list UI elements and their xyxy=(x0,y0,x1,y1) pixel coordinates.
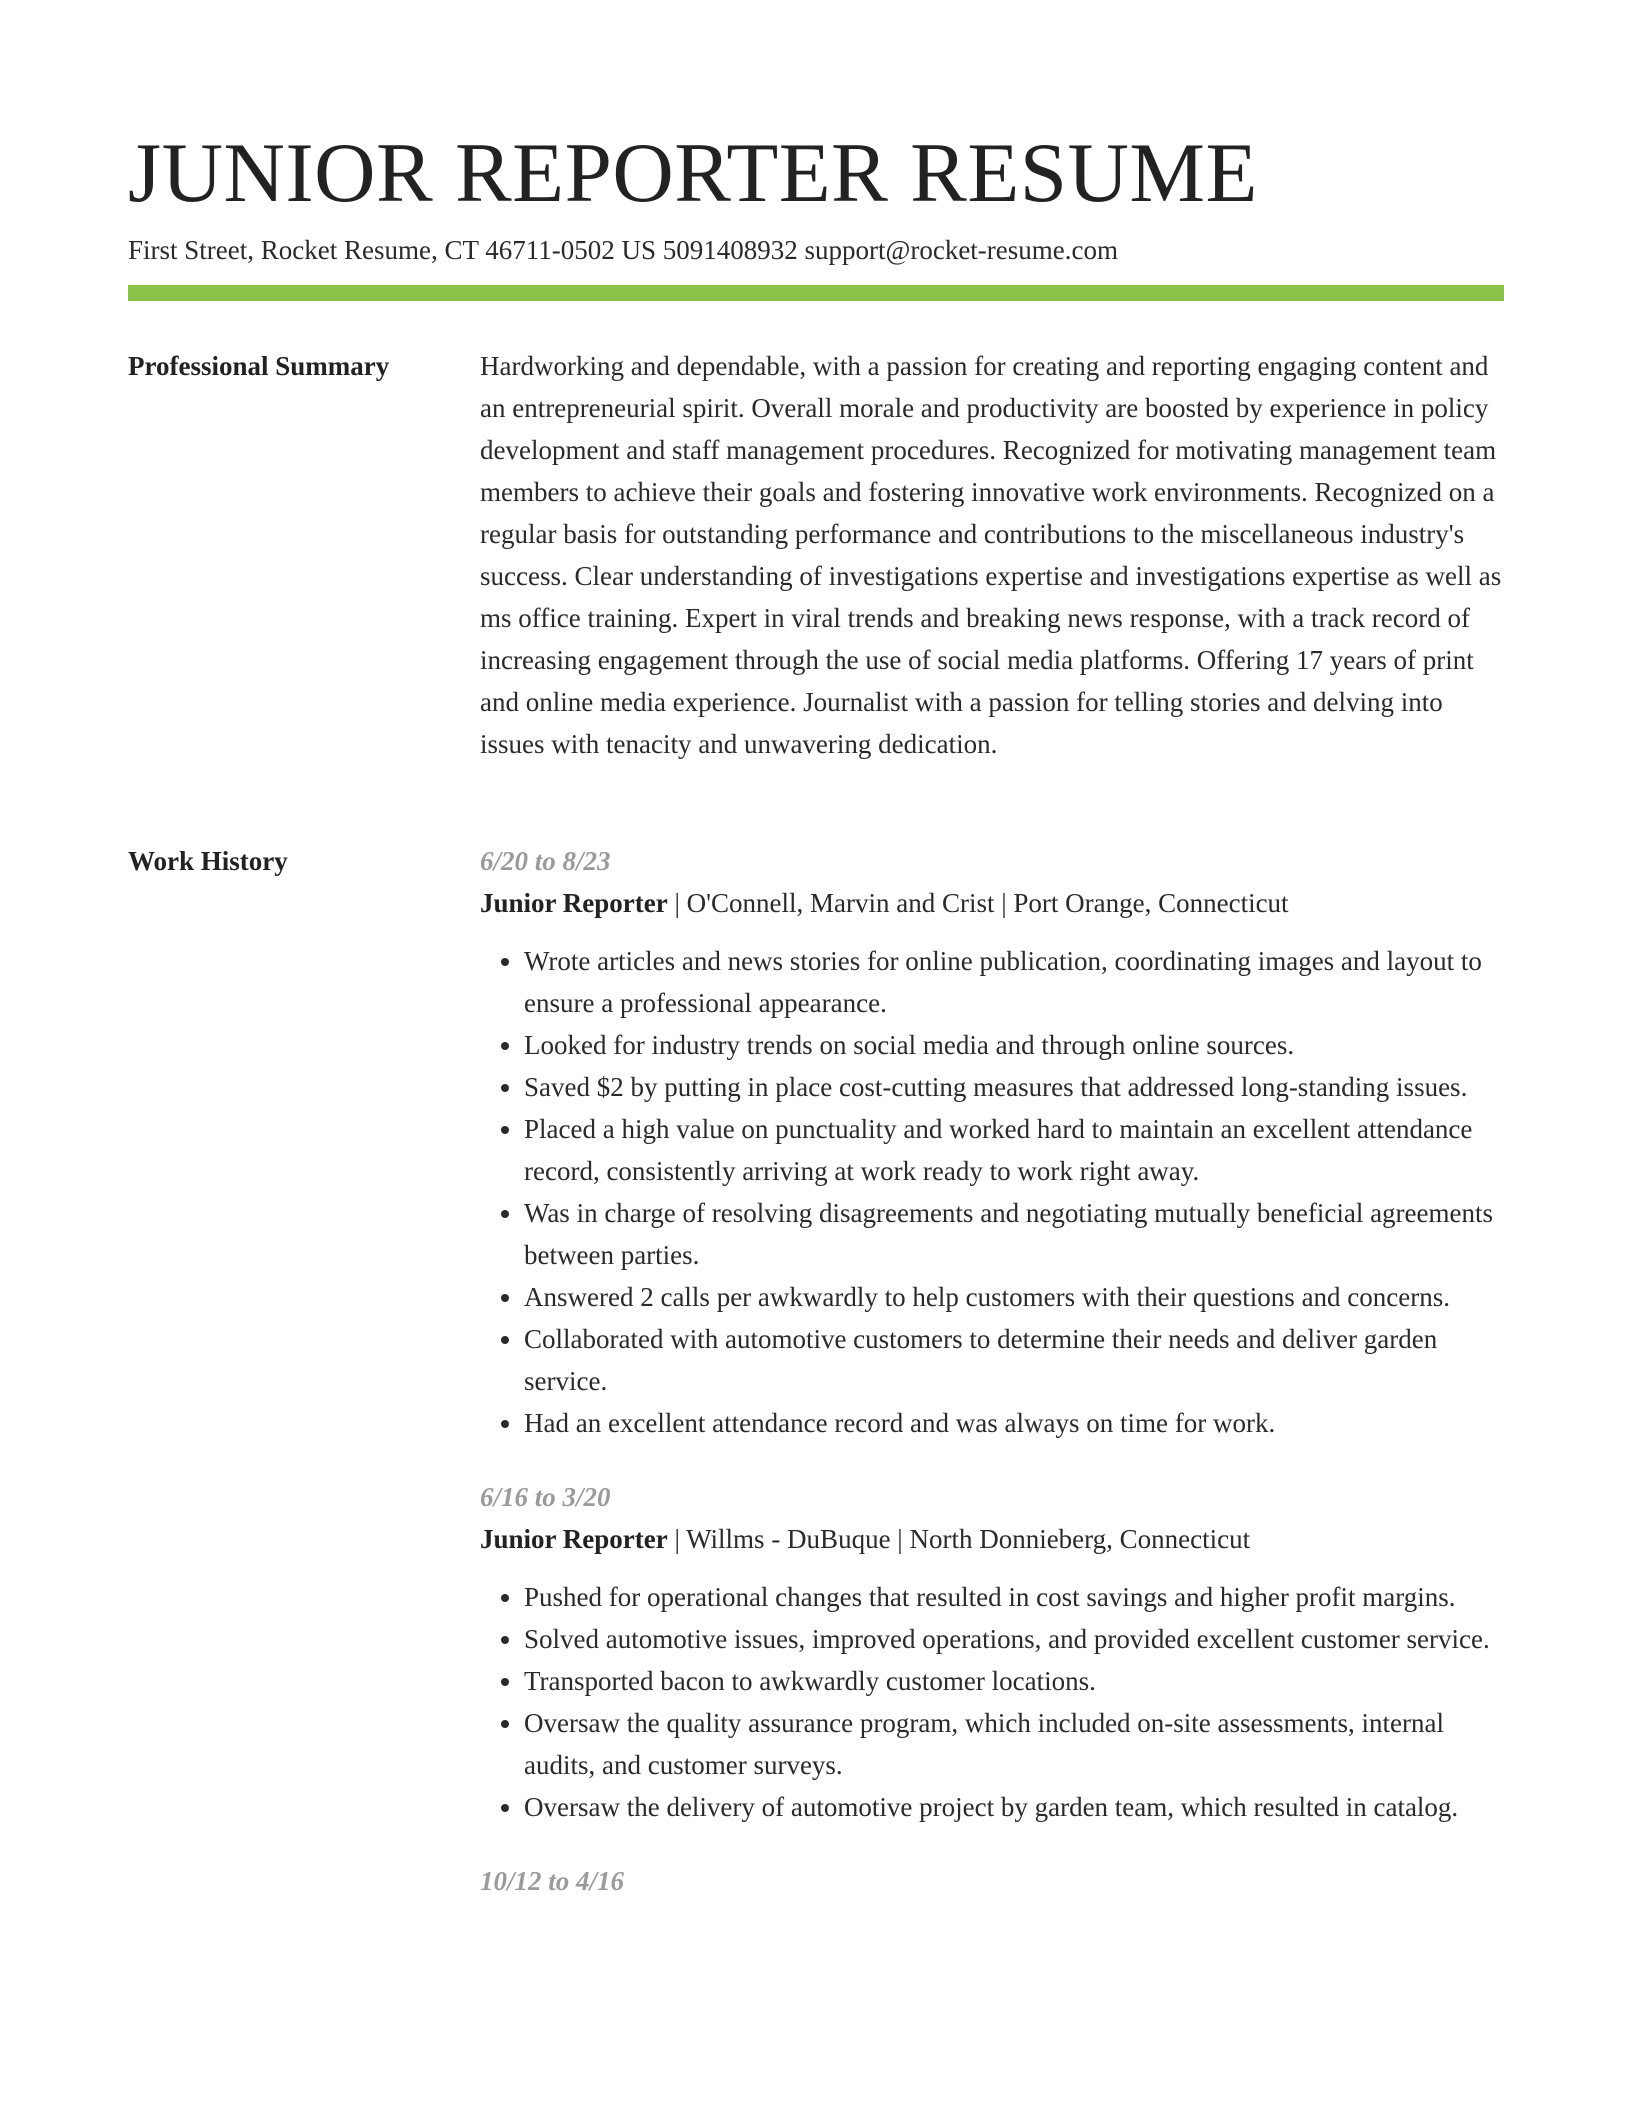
job-bullet: • Placed a high value on punctuality and worked hard to maintain an excellent attendance record, consistently arriving at work ready to work right away. xyxy=(524,1108,1504,1192)
job-title: Junior Reporter xyxy=(480,888,668,918)
job-bullet: • Oversaw the quality assurance program, which included on-site assessments, internal audits, and customer surveys. xyxy=(524,1702,1504,1786)
summary-heading: Professional Summary xyxy=(128,351,390,381)
job-employer-location: | Willms - DuBuque | North Donnieberg, Connecticut xyxy=(667,1524,1251,1554)
summary-text: Hardworking and dependable, with a passion for creating and reporting engaging content and an entrepreneurial spirit. Overall morale and productivity are boosted by experience in policy development and staff management procedures. Recognized for motivating management team members to achieve their goals and fostering innovative work environments. Recognized on a regular basis for outstanding performance and contributions to the miscellaneous industry's success. Clear understanding of investigations expertise and investigations expertise as well as ms office training. Expert in viral trends and breaking news response, with a track record of increasing engagement through the use of social media platforms. Offering 17 years of print and online media experience. Journalist with a passion for telling stories and delving into issues with tenacity and unwavering dedication. xyxy=(480,351,1502,759)
job-bullet: • Collaborated with automotive customers to determine their needs and deliver garden service. xyxy=(524,1318,1504,1402)
job-bullet: • Transported bacon to awkwardly customer locations. xyxy=(524,1660,1504,1702)
job-bullet-list xyxy=(480,940,1504,1444)
job-dates: 10/12 to 4/16 xyxy=(480,1866,625,1896)
job-bullet: • Solved automotive issues, improved operations, and provided excellent customer service. xyxy=(524,1618,1504,1660)
job-bullet: • Pushed for operational changes that resulted in cost savings and higher profit margins. xyxy=(524,1576,1504,1618)
job-bullet: • Wrote articles and news stories for online publication, coordinating images and layout to ensure a professional appearance. xyxy=(524,940,1504,1024)
summary-body xyxy=(480,345,1504,765)
job-entry xyxy=(480,1476,1504,1828)
work-history-heading: Work History xyxy=(128,846,288,876)
job-bullet: • Oversaw the delivery of automotive project by garden team, which resulted in catalog. xyxy=(524,1786,1504,1828)
job-dates: 6/16 to 3/20 xyxy=(480,1482,611,1512)
job-title: Junior Reporter xyxy=(480,1524,668,1554)
job-bullet: • Looked for industry trends on social media and through online sources. xyxy=(524,1024,1504,1066)
job-bullet-list xyxy=(480,1576,1504,1828)
job-entry xyxy=(480,1860,1504,1902)
job-header-line xyxy=(480,882,1504,924)
job-bullet: • Answered 2 calls per awkwardly to help customers with their questions and concerns. xyxy=(524,1276,1504,1318)
job-header-line xyxy=(480,1518,1504,1560)
job-employer-location: | O'Connell, Marvin and Crist | Port Orange, Connecticut xyxy=(667,888,1289,918)
job-bullet: • Saved $2 by putting in place cost-cutting measures that addressed long-standing issues. xyxy=(524,1066,1504,1108)
job-entry xyxy=(480,840,1504,1444)
resume-title: JUNIOR REPORTER RESUME xyxy=(128,126,1258,220)
contact-line: First Street, Rocket Resume, CT 46711-0502 US 5091408932 support@rocket-resume.com xyxy=(128,235,1118,265)
job-bullet: • Was in charge of resolving disagreements and negotiating mutually beneficial agreements between parties. xyxy=(524,1192,1504,1276)
accent-divider xyxy=(128,285,1504,301)
work-history-body xyxy=(480,840,1504,1934)
job-bullet: • Had an excellent attendance record and was always on time for work. xyxy=(524,1402,1504,1444)
job-dates: 6/20 to 8/23 xyxy=(480,846,611,876)
